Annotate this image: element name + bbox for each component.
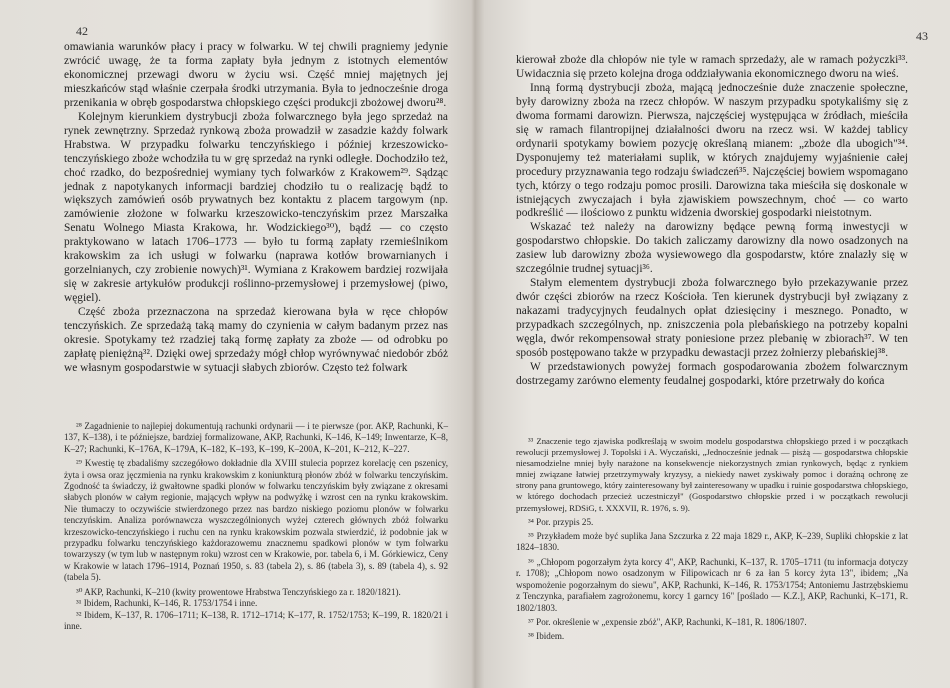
footnote: ³⁴ Por. przypis 25. bbox=[528, 516, 594, 527]
left-page bbox=[0, 0, 470, 688]
right-page bbox=[478, 0, 950, 688]
footnote: ²⁸ Zagadnienie to najlepiej dokumentują rachunki ordynarii — i te pierwsze (por. AKP, Rachunki, K–137, K–138), i te późniejsze, bardziej formalizowane, AKP, Rachunki, K–146, K–149; Inwentarze, K–8, K–27; Rachunki, K–176A, K–179A, K–182, K–193, K–199, K–200A, K–201, K–212, K–227. bbox=[64, 421, 448, 454]
body-paragraph: kierował zboże dla chłopów nie tyle w ramach sprzedaży, ale w ramach pożyczki³³. Uwidacznia się przeto kolejna droga oddziaływania ekonomicznego dworu na wieś. bbox=[516, 54, 908, 80]
page-number: 42 bbox=[76, 24, 88, 38]
footnote: ³⁶ „Chłopom pogorzałym żyta korcy 4", AKP, Rachunki, K–137, R. 1705–1711 (tu informacja dotyczy r. 1708); „Chłopom nowo osadzonym w Filipowicach nr 6 za łan 5 korcy żyta 13", ibidem; „Na wspomożenie pogorzałnym do siewu", AKP, Rachunki, K–146, R. 1753/1754; Antoniemu Jastrzębskiemu z Tenczynka, parafiałem zagrożonemu, korcy 1 garncy 16" [poślado — K.Z.], AKP, Rachunki, K–171, R. 1802/1803. bbox=[516, 556, 908, 613]
footnote: ³² Ibidem, K–137, R. 1706–1711; K–138, R. 1712–1714; K–177, R. 1752/1753; K–199, R. 1820/21 i inne. bbox=[64, 609, 448, 631]
body-paragraph: Inną formą dystrybucji zboża, mającą jednocześnie duże znaczenie społeczne, były darowizny zboża na rzecz chłopów. W naszym przypadku spotykaliśmy się z dwoma formami darowizn. Pierwsza, najczęściej występująca w źródłach, mieściła się w ramach filantropijnej działalności dworu na rzecz wsi. W każdej tablicy ordynarii spotykamy bowiem pozycję określaną mianem: „zboże dla ubogich"³⁴. Dysponujemy też materiałami suplik, w których znajdujemy wyjaśnienie całej procedury przyznawania tego rodzaju świadczeń³⁵. Najczęściej bowiem wspomagano tych, którzy o tego rodzaju pomoc prosili. Darowizna taka mieściła się doskonale w istniejących zwyczajach i była zjawiskiem powszechnym, choć — co warto podkreślić — ilościowo z punktu widzenia dworskiej gospodarki nieistotnym. bbox=[516, 81, 908, 220]
footnotes bbox=[64, 421, 448, 632]
body-paragraph: Stałym elementem dystrybucji zboża folwarcznego było przekazywanie przez dwór części zbiorów na rzecz Kościoła. Ten kierunek dystrybucji był związany z nakazami tradycyjnych feudalnych opłat dziesięciny i mesznego. Ponadto, w przypadkach szczególnych, np. zniszczenia pola plebańskiego na potrzeby kopalni węgla, dwór rekompensował straty poniesione przez plebanię w zbiorach³⁷. W ten sposób postępowano także w przypadku dewastacji przez żołnierzy plebańskiej³⁸. bbox=[516, 277, 908, 360]
footnote: ³⁷ Por. określenie w „expensie zbóż", AKP, Rachunki, K–181, R. 1806/1807. bbox=[528, 616, 807, 627]
body-paragraph: omawiania warunków płacy i pracy w folwarku. W tej chwili pragniemy jedynie zwrócić uwagę, że ta forma zapłaty była jednym z istotnych elementów ekonomicznej przewagi dworu w życiu wsi. Część mniej majętnych jej mieszkańców stąd właśnie czerpała środki utrzymania. Była to jednocześnie droga przenikania w obręb gospodarstwa chłopskiego części produkcji zbożowej dworu²⁸. bbox=[64, 41, 448, 109]
footnote: ³⁸ Ibidem. bbox=[528, 631, 565, 642]
body-paragraph: Część zboża przeznaczona na sprzedaż kierowana była w ręce chłopów tenczyńskich. Ze sprzedażą taką mamy do czynienia w całym badanym przez nas okresie. Spotykamy też rzadziej taką formę zapłaty za zboże — od odrobku po zapłatę pieniężną³². Dzięki owej sprzedaży mógł chłop wyrównywać niedobór zbóż we własnym gospodarstwie w sytuacji słabych zbiorów. Często też folwark bbox=[64, 306, 448, 374]
body-paragraph: Wskazać też należy na darowizny będące pewną formą inwestycji w gospodarstwo chłopskie. Do takich zaliczamy darowizny dla nowo osadzonych na zasiew lub darowizny zboża wysiewowego dla gospodarstw, które znalazły się w szczególnie trudnej sytuacji³⁶. bbox=[516, 221, 908, 276]
footnote: ²⁹ Kwestię tę zbadaliśmy szczegółowo dokładnie dla XVIII stulecia poprzez korelację cen pszenicy, żyta i owsa oraz jęczmienia na rynku krakowskim z koniunkturą płonów zbóż w folwarku tenczyńskim. Zgodność ta świadczy, iż gwałtowne spadki plonów w folwarku tenczyńskim były związane z okresami słabych plonów w całym regionie, mających wpływ na podwyżkę i wzrost cen na rynku krakowskim. Nie tłumaczy to oczywiście stwierdzonego przez nas bardzo niskiego poziomu plonów w folwarku tenczyńskim. Analiza porównawcza wyszczególnionych wyżej czterech głównych zbóż folwarku krzeszowicko-tenczyńskiego i ruchu cen na rynku krakowskim pozwala stwierdzić, iż podobnie jak w przypadku folwarku tenczyńskiego każdorazowemu znacznemu spadkowi plonów w tym folwarku towarzyszy (w tym lub w następnym roku) wzrost cen w Krakowie, por. tabela 6, i M. Górkiewicz, Ceny w Krakowie w latach 1796–1914, Poznań 1950, s. 83 (tabela 2), s. 86 (tabela 3), s. 89 (tabela 4), s. 92 (tabela 5). bbox=[64, 458, 448, 583]
footnote: ³⁵ Przykładem może być suplika Jana Szczurka z 22 maja 1829 r., AKP, K–239, Supliki chłopskie z lat 1824–1830. bbox=[516, 531, 908, 553]
footnote: ³⁰ AKP, Rachunki, K–210 (kwity prowentowe Hrabstwa Tenczyńskiego za r. 1820/1821). bbox=[76, 586, 401, 597]
body-paragraph: W przedstawionych powyżej formach gospodarowania zbożem folwarcznym dostrzegamy zarówno elementy feudalnej gospodarki, które przetrwały do końca bbox=[516, 360, 908, 387]
page-number: 43 bbox=[916, 29, 928, 43]
footnote: ³¹ Ibidem, Rachunki, K–146, R. 1753/1754 i inne. bbox=[76, 598, 258, 609]
body-paragraph: Kolejnym kierunkiem dystrybucji zboża folwarcznego była jego sprzedaż na rynek zewnętrzny. Sprzedaż rynkową zboża prowadził w zasadzie każdy folwark Hrabstwa. W przypadku folwarku tenczyńskiego i później krzeszowicko-tenczyńskiego zboże wchodziła tu w grę sprzedaż na rynki odległe. Dochodziło też, choć rzadko, do bezpośredniej wymiany tych folwarków z Krakowem²⁹. Sądząc jednak z napotykanych informacji bardziej chodziło tu o realizację bądź to większych zamówień osób prywatnych bez kontaktu z placem targowym (np. zamówienie złożone w folwarku krzeszowicko-tenczyńskim przez Marszałka Senatu Wolnego Miasta Krakowa, hr. Wodzickiego³⁰), bądź — co często praktykowano w latach 1706–1773 — było tu formą zapłaty rzemieślnikom krakowskim za ich usługi w folwarku (naprawa kotłów browarnianych i gorzelnianych, czy zrobienie nowych)³¹. Wymiana z Krakowem bardziej rozwijała się w zakresie artykułów produkcji roślinno-przemysłowej i przemysłowej (piwo, węgiel). bbox=[64, 110, 448, 305]
footnotes bbox=[516, 436, 908, 643]
body-text bbox=[516, 54, 908, 389]
footnote: ³³ Znaczenie tego zjawiska podkreślają w swoim modelu gospodarstwa chłopskiego przed i w początkach rewolucji przemysłowej J. Topolski i A. Wyczański, „Jednocześnie jednak — pisżą — gospodarstwa chłopskie niesamodzielne mniej były narażone na konsekwencje niekorzystnych zmian rynkowych, będąc z rynkiem mniej związane łatwiej przetrzymywały kryzysy, a niekiedy nawet zyskiwały pomoc i doraźną ochronę ze strony pana gruntowego, który zainteresowany był zainteresowany w upadku i ruinie gospodarstwa chłopskiego, w którego dochodach przecież uczestniczył" (Gospodarstwo chłopskie przed i w początkach rewolucji przemysłowej, RDSiG, t. XXXVII, R. 1976, s. 9). bbox=[516, 436, 908, 513]
body-text bbox=[64, 41, 448, 376]
